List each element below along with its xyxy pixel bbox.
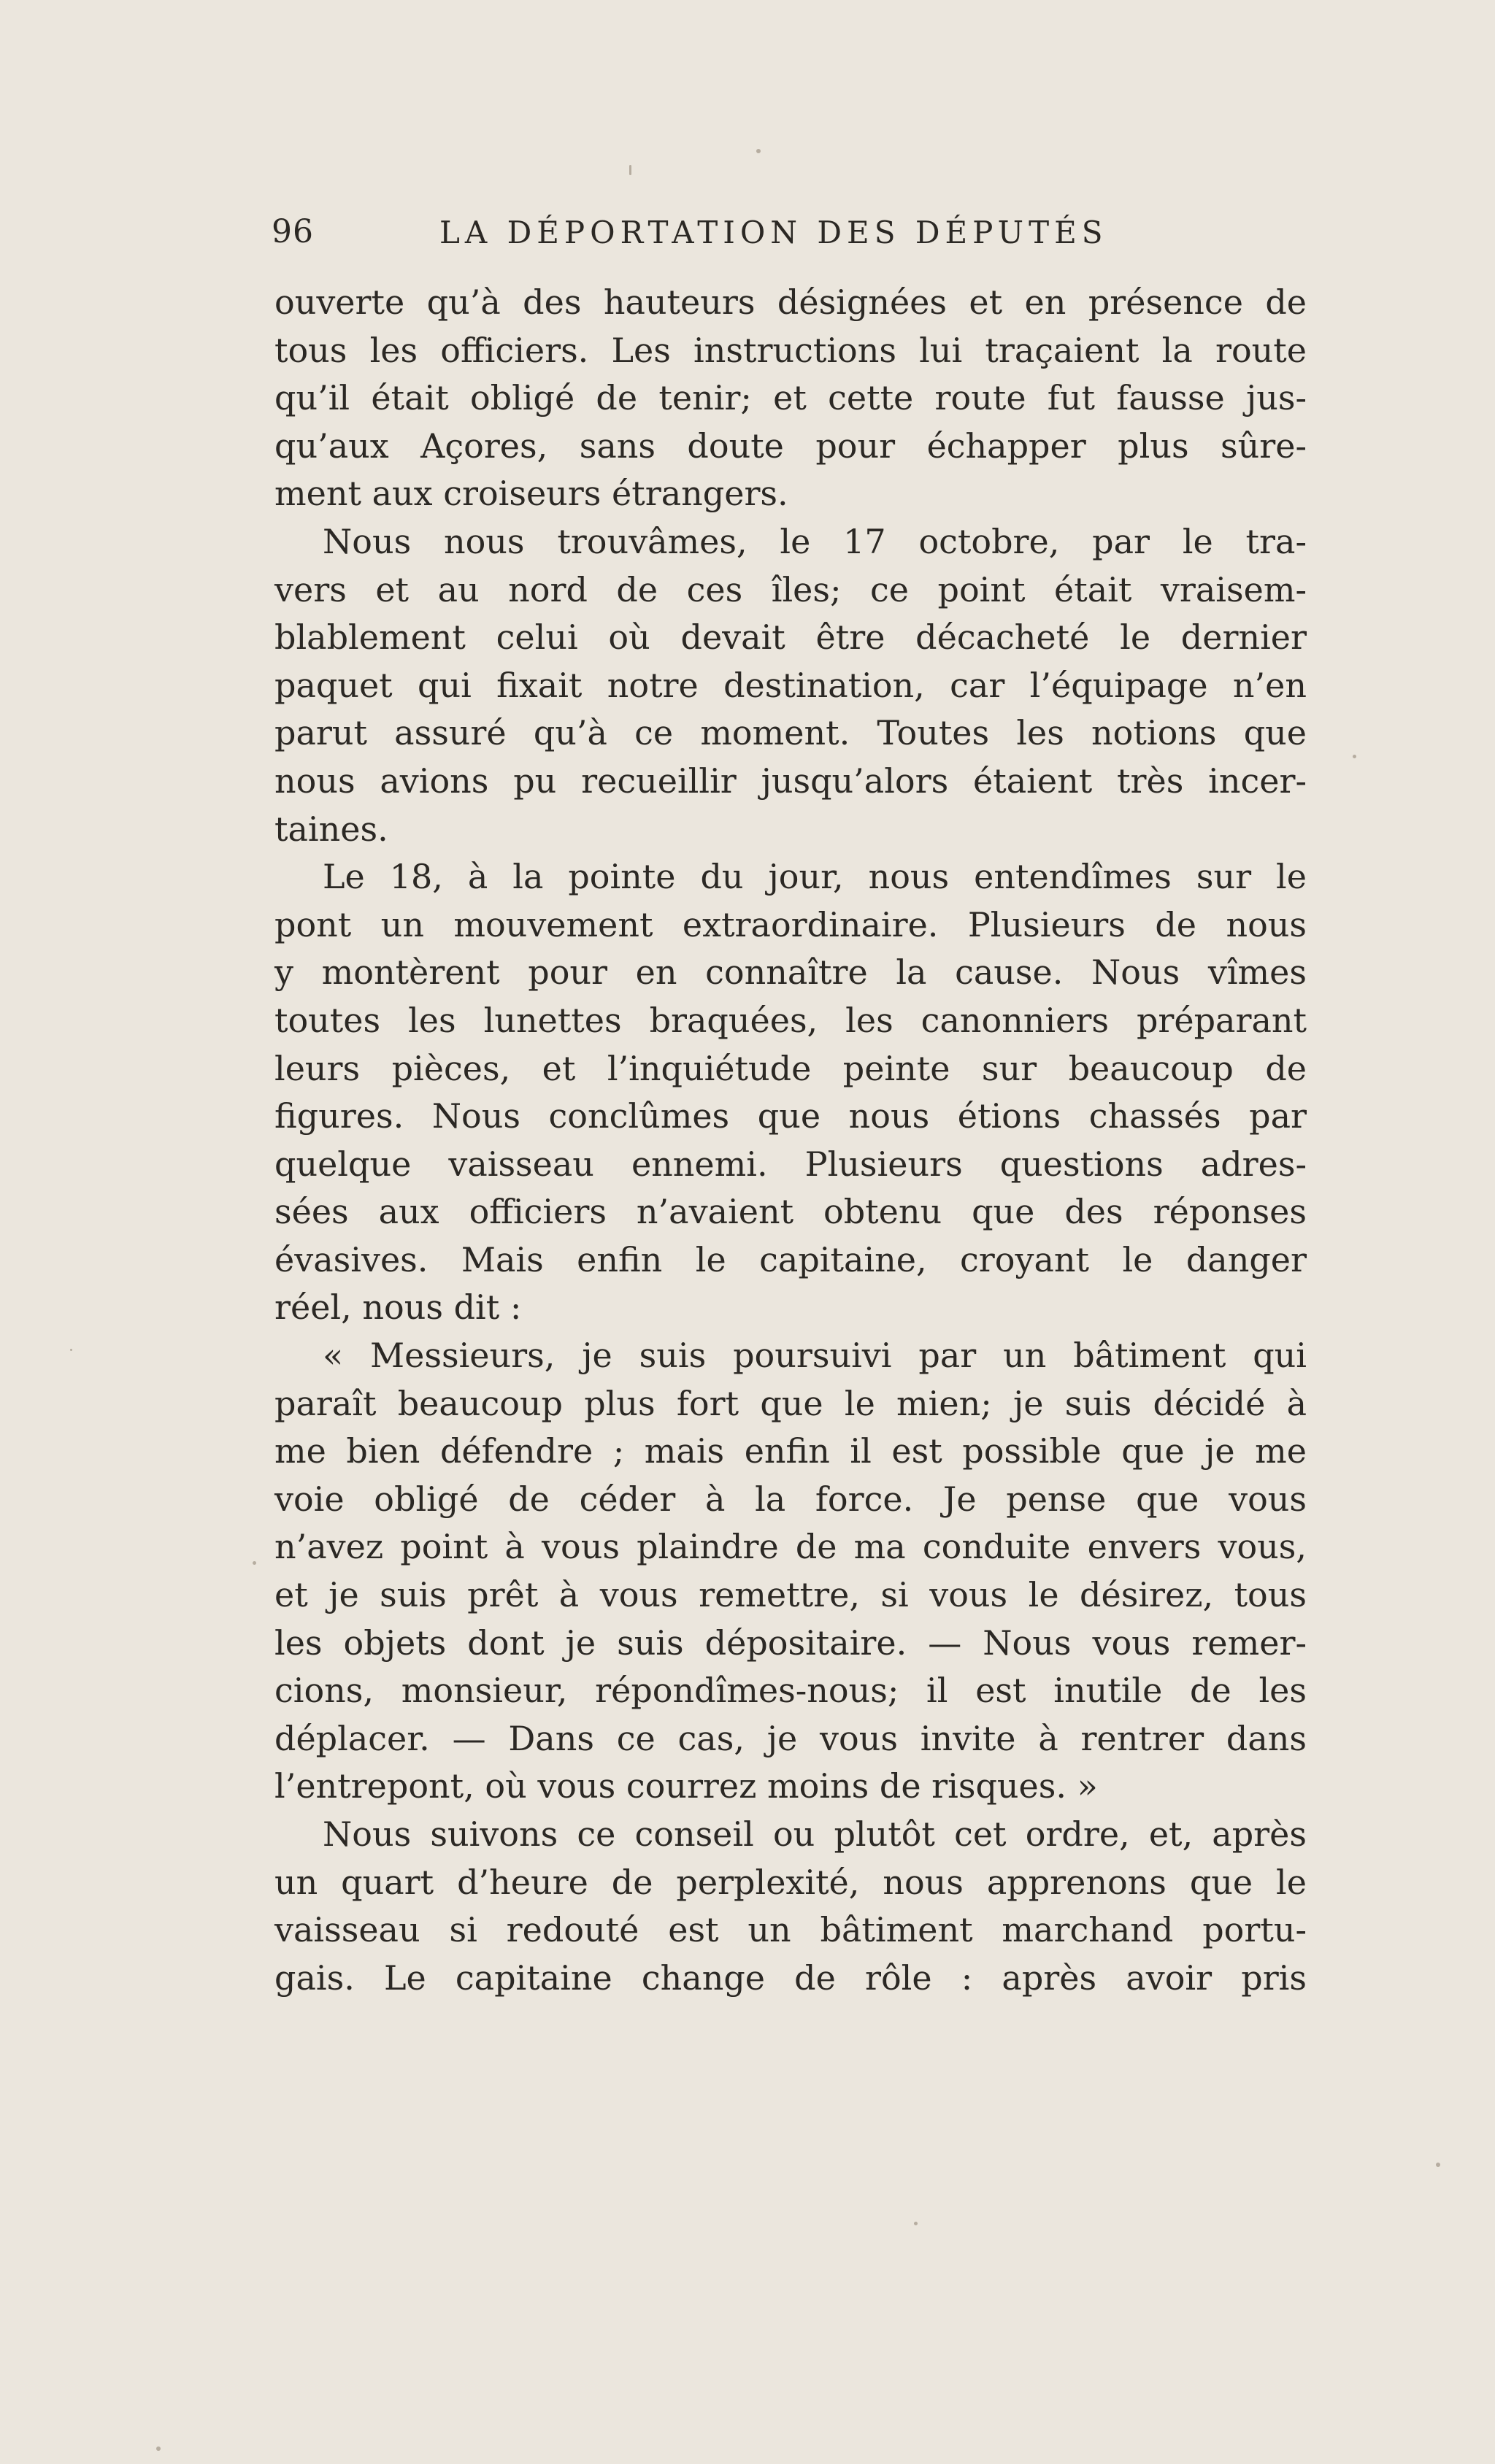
text-line: tous les officiers. Les instructions lui traçaient la route: [274, 330, 1307, 370]
text-line: me bien défendre ; mais enfin il est possible que je me: [274, 1431, 1307, 1471]
text-line: ment aux croiseurs étrangers.: [274, 474, 788, 514]
paper-speck: [1353, 755, 1356, 758]
text-line: cions, monsieur, répondîmes-nous; il est inutile de les: [274, 1671, 1307, 1711]
text-line: ouverte qu’à des hauteurs désignées et en présence de: [274, 282, 1307, 322]
text-line: voie obligé de céder à la force. Je pense que vous: [274, 1479, 1307, 1519]
paragraph-start-line: « Messieurs, je suis poursuivi par un bâtiment qui: [323, 1336, 1307, 1376]
text-line: et je suis prêt à vous remettre, si vous le désirez, tous: [274, 1575, 1307, 1615]
text-line: gais. Le capitaine change de rôle : après avoir pris: [274, 1957, 1307, 1998]
body-text: [274, 279, 1307, 2002]
text-line: qu’il était obligé de tenir; et cette route fut fausse jus-: [274, 378, 1307, 418]
paper-speck: [756, 149, 761, 153]
paragraph-start-line: Nous nous trouvâmes, le 17 octobre, par le tra-: [323, 521, 1307, 561]
text-line: quelque vaisseau ennemi. Plusieurs questions adres-: [274, 1144, 1307, 1184]
text-line: paraît beaucoup plus fort que le mien; je suis décidé à: [274, 1383, 1307, 1423]
paper-speck: [156, 2446, 161, 2451]
text-line: déplacer. — Dans ce cas, je vous invite à rentrer dans: [274, 1718, 1307, 1758]
text-line: toutes les lunettes braquées, les canonniers préparant: [274, 1000, 1307, 1040]
paper-speck: [1436, 2163, 1440, 2167]
paper-speck: [70, 1349, 72, 1351]
text-line: sées aux officiers n’avaient obtenu que des réponses: [274, 1192, 1307, 1232]
paper-speck: [914, 2222, 918, 2225]
text-line: l’entrepont, où vous courrez moins de risques. »: [274, 1766, 1098, 1806]
text-line: qu’aux Açores, sans doute pour échapper plus sûre-: [274, 426, 1307, 466]
paragraph-start-line: Nous suivons ce conseil ou plutôt cet ordre, et, après: [323, 1814, 1307, 1854]
paper-speck: [253, 1561, 256, 1565]
text-line: taines.: [274, 809, 388, 849]
text-line: figures. Nous conclûmes que nous étions chassés par: [274, 1096, 1307, 1136]
page-number: 96: [272, 213, 314, 250]
text-line: y montèrent pour en connaître la cause. Nous vîmes: [274, 952, 1307, 993]
text-line: blablement celui où devait être décacheté le dernier: [274, 617, 1307, 658]
paper-speck: [629, 165, 631, 175]
text-line: leurs pièces, et l’inquiétude peinte sur beaucoup de: [274, 1048, 1307, 1088]
text-line: évasives. Mais enfin le capitaine, croyant le danger: [274, 1239, 1307, 1279]
text-line: réel, nous dit :: [274, 1287, 522, 1328]
text-line: vers et au nord de ces îles; ce point était vraisem-: [274, 569, 1307, 609]
text-line: parut assuré qu’à ce moment. Toutes les notions que: [274, 713, 1307, 753]
text-line: pont un mouvement extraordinaire. Plusieurs de nous: [274, 904, 1307, 944]
text-line: paquet qui fixait notre destination, car l’équipage n’en: [274, 665, 1307, 705]
text-line: nous avions pu recueillir jusqu’alors étaient très incer-: [274, 761, 1307, 801]
paragraph-start-line: Le 18, à la pointe du jour, nous entendîmes sur le: [323, 857, 1307, 897]
text-line: n’avez point à vous plaindre de ma conduite envers vous,: [274, 1527, 1307, 1567]
text-line: un quart d’heure de perplexité, nous apprenons que le: [274, 1862, 1307, 1902]
text-line: les objets dont je suis dépositaire. — Nous vous remer-: [274, 1622, 1307, 1663]
page-header: [272, 213, 1307, 264]
text-line: vaisseau si redouté est un bâtiment marchand portu-: [274, 1910, 1307, 1950]
running-title: LA DÉPORTATION DES DÉPUTÉS: [439, 215, 1108, 250]
